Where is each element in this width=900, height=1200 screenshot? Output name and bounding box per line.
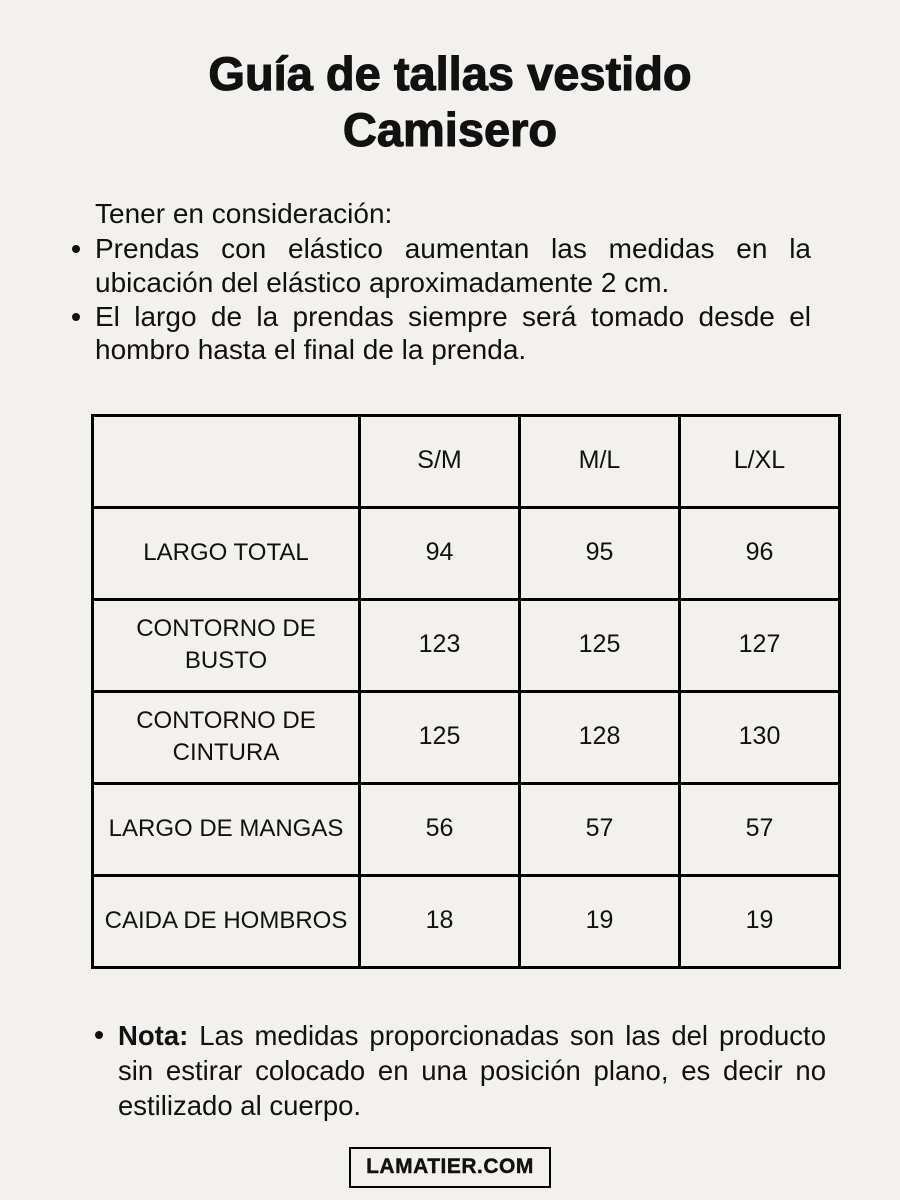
measurement-value: 95 [520,507,680,599]
measurement-value: 125 [360,691,520,783]
measurement-value: 57 [680,783,840,875]
measurement-value: 19 [680,875,840,967]
consideration-item: Prendas con elástico aumentan las medidas en la ubicación del elástico aproximadamente 2 cm. [95,233,811,298]
size-column-header: S/M [360,415,520,507]
measurement-label: LARGO DE MANGAS [93,783,360,875]
measurement-value: 130 [680,691,840,783]
measurement-label: CAIDA DE HOMBROS [93,875,360,967]
table-row [93,599,840,691]
table-row [93,507,840,599]
empty-header-cell [93,415,360,507]
considerations-heading: Tener en consideración: [95,197,393,229]
measurement-label: CONTORNO DE CINTURA [93,691,360,783]
table-row [93,691,840,783]
brand-label: LAMATIER.COM [349,1147,551,1188]
size-table [91,414,841,969]
measurement-value: 125 [520,599,680,691]
table-row [93,783,840,875]
considerations-section [95,197,811,367]
page-title-line2: Camisero [342,103,558,157]
measurement-value: 96 [680,507,840,599]
measurement-value: 127 [680,599,840,691]
consideration-item: El largo de la prendas siempre será tomado desde el hombro hasta el final de la prenda. [95,300,811,366]
page-title-line1: Guía de tallas vestido [208,47,692,100]
page-title [0,46,900,159]
note-label: Nota: [118,1019,189,1051]
measurement-value: 128 [520,691,680,783]
measurement-label: CONTORNO DE BUSTO [93,599,360,691]
measurement-value: 57 [520,783,680,875]
measurement-label: LARGO TOTAL [93,507,360,599]
note-text: Las medidas proporcionadas son las del producto sin estirar colocado en una posición plano, es decir no estilizado al cuerpo. [118,1019,826,1122]
measurement-value: 123 [360,599,520,691]
table-row [93,875,840,967]
size-column-header: M/L [520,415,680,507]
measurement-value: 19 [520,875,680,967]
measurement-value: 94 [360,507,520,599]
measurement-value: 56 [360,783,520,875]
measurement-value: 18 [360,875,520,967]
note-section [118,1018,826,1124]
footer [0,1147,900,1188]
size-table-header-row [93,415,840,507]
size-column-header: L/XL [680,415,840,507]
